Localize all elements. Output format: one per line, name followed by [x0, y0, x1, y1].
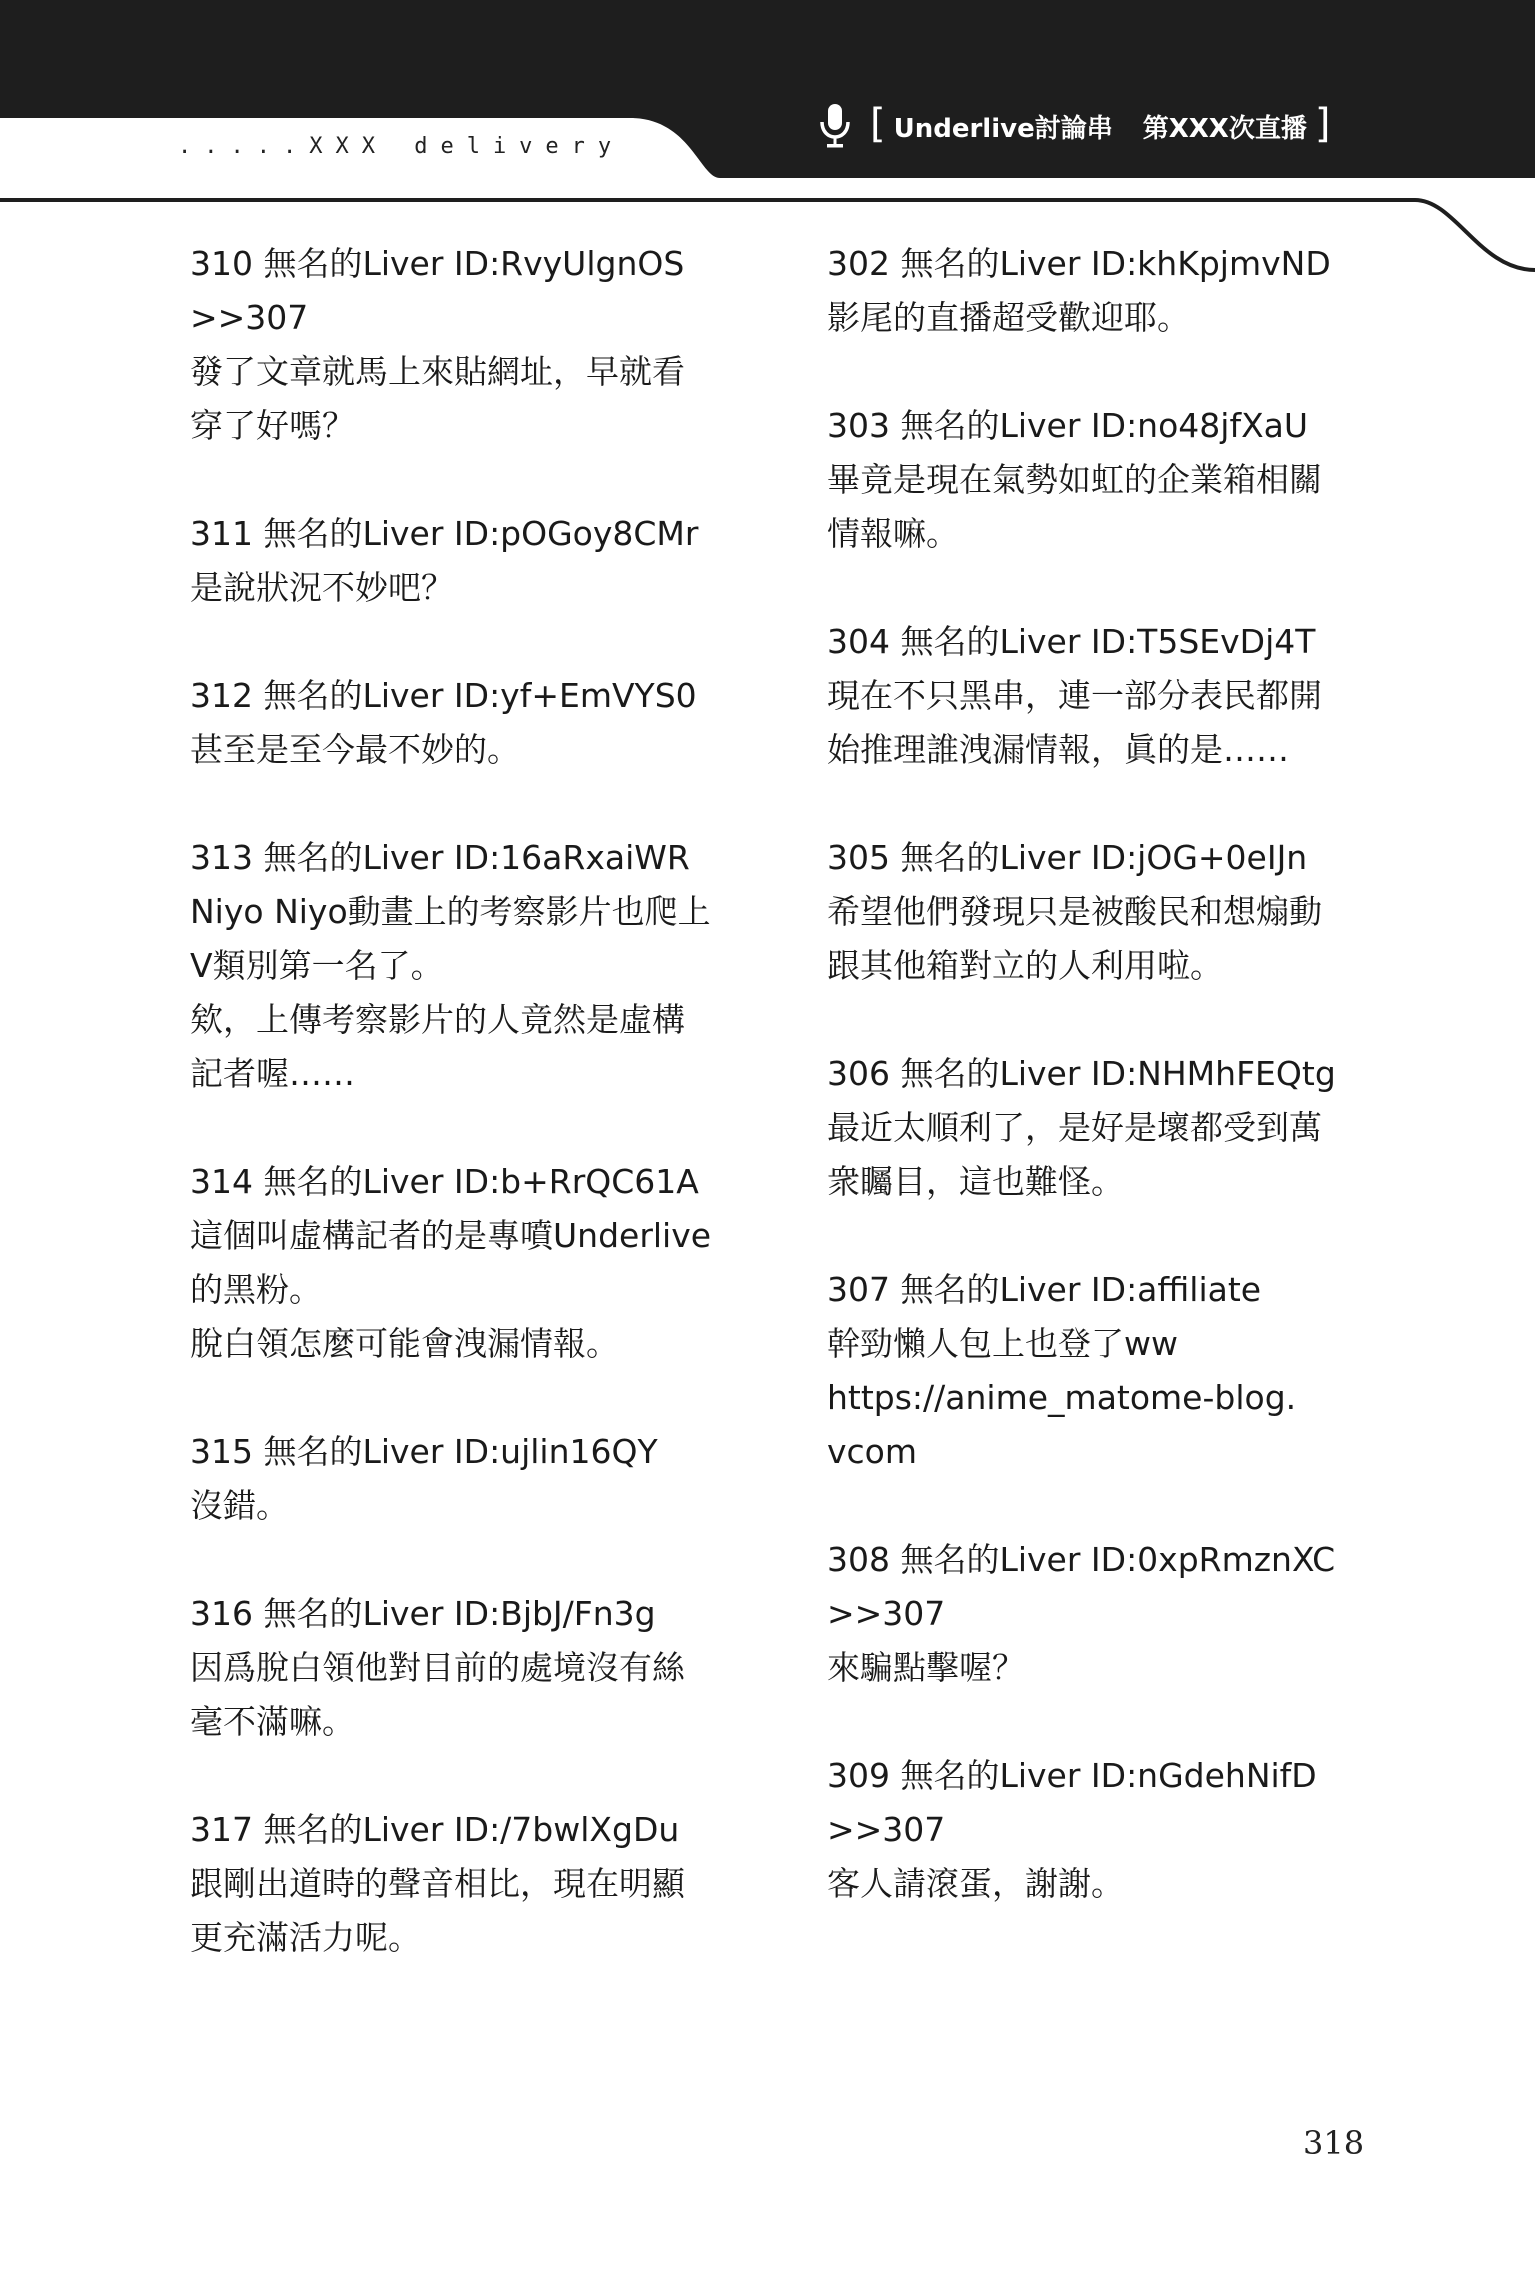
post-line: 客人請滾蛋，謝謝。 [827, 1864, 1124, 1903]
post-line: 現在不只黑串，連一部分表民都開 [827, 676, 1322, 715]
post-line: https://anime_matome-blog. [827, 1378, 1297, 1417]
post-line: >>307 [827, 1594, 946, 1633]
forum-post [190, 237, 750, 453]
thread-title: Underlive討論串 [893, 113, 1113, 144]
post-line: 穿了好嗎？ [190, 406, 355, 445]
post-header: 315 無名的Liver ID:ujlin16QY [190, 1432, 658, 1471]
forum-post [190, 669, 750, 777]
post-header: 314 無名的Liver ID:b+RrQC61A [190, 1162, 699, 1201]
post-header: 306 無名的Liver ID:NHMhFEQtg [827, 1054, 1336, 1093]
post-line: 畢竟是現在氣勢如虹的企業箱相關 [827, 460, 1322, 499]
forum-post [190, 1803, 750, 1965]
post-header: 308 無名的Liver ID:0xpRmznXC [827, 1540, 1336, 1579]
forum-post [827, 615, 1387, 777]
forum-post [827, 831, 1387, 993]
forum-post [827, 1749, 1387, 1911]
bracket-open: [ [870, 101, 886, 147]
post-header: 312 無名的Liver ID:yf+EmVYS0 [190, 676, 697, 715]
post-line: 跟其他箱對立的人利用啦。 [827, 946, 1223, 985]
post-line: Niyo Niyo動畫上的考察影片也爬上 [190, 892, 711, 931]
post-line: 始推理誰洩漏情報，眞的是…… [827, 730, 1289, 769]
forum-post [190, 1587, 750, 1749]
post-line: >>307 [827, 1810, 946, 1849]
post-header: 303 無名的Liver ID:no48jfXaU [827, 406, 1309, 445]
post-header: 317 無名的Liver ID:/7bwlXgDu [190, 1810, 680, 1849]
page-number: 318 [1303, 2124, 1365, 2162]
post-line: 這個叫虛構記者的是專噴Underlive [190, 1216, 712, 1255]
post-line: V類別第一名了。 [190, 946, 444, 985]
post-header: 310 無名的Liver ID:RvyUlgnOS [190, 244, 685, 283]
forum-post [827, 1533, 1387, 1695]
forum-post [827, 1263, 1387, 1479]
thread-heading [818, 100, 1338, 152]
forum-post [827, 237, 1387, 345]
post-header: 311 無名的Liver ID:pOGoy8CMr [190, 514, 699, 553]
right-column [827, 237, 1387, 1965]
post-header: 304 無名的Liver ID:T5SEvDj4T [827, 622, 1316, 661]
forum-post [827, 1047, 1387, 1209]
post-header: 305 無名的Liver ID:jOG+0eIJn [827, 838, 1308, 877]
forum-post [190, 831, 750, 1101]
post-line: 發了文章就馬上來貼網址，早就看 [190, 352, 685, 391]
post-header: 313 無名的Liver ID:16aRxaiWR [190, 838, 690, 877]
post-line: 更充滿活力呢。 [190, 1918, 421, 1957]
post-line: 來騙點擊喔？ [827, 1648, 1025, 1687]
post-line: 毫不滿嘛。 [190, 1702, 355, 1741]
post-line: 沒錯。 [190, 1486, 289, 1525]
post-line: 跟剛出道時的聲音相比，現在明顯 [190, 1864, 685, 1903]
forum-post [190, 507, 750, 615]
post-line: >>307 [190, 298, 309, 337]
forum-post [190, 1425, 750, 1533]
post-line: 影尾的直播超受歡迎耶。 [827, 298, 1190, 337]
post-line: 幹勁懶人包上也登了ww [827, 1324, 1178, 1363]
post-line: 衆矚目，這也難怪。 [827, 1162, 1124, 1201]
post-line: 最近太順利了，是好是壞都受到萬 [827, 1108, 1322, 1147]
post-line: 甚至是至今最不妙的。 [190, 730, 520, 769]
microphone-icon [818, 102, 852, 150]
post-line: 的黑粉。 [190, 1270, 322, 1309]
post-header: 302 無名的Liver ID:khKpjmvND [827, 244, 1331, 283]
bracket-close: ] [1314, 101, 1331, 147]
post-line: 脫白領怎麼可能會洩漏情報。 [190, 1324, 619, 1363]
post-line: 記者喔…… [190, 1054, 355, 1093]
forum-post [190, 1155, 750, 1371]
post-header: 316 無名的Liver ID:BjbJ/Fn3g [190, 1594, 656, 1633]
post-line: 希望他們發現只是被酸民和想煽動 [827, 892, 1322, 931]
post-line: 欸，上傳考察影片的人竟然是虛構 [190, 1000, 685, 1039]
post-line: 因爲脫白領他對目前的處境沒有絲 [190, 1648, 685, 1687]
forum-post [827, 399, 1387, 561]
episode-title: 第XXX次直播 [1142, 113, 1307, 144]
series-title: .....XXX delivery [178, 134, 625, 159]
post-header: 307 無名的Liver ID:affiliate [827, 1270, 1262, 1309]
post-line: 是說狀況不妙吧？ [190, 568, 454, 607]
post-header: 309 無名的Liver ID:nGdehNifD [827, 1756, 1317, 1795]
post-line: vcom [827, 1432, 918, 1471]
left-column [190, 237, 750, 2019]
post-line: 情報嘛。 [827, 514, 959, 553]
